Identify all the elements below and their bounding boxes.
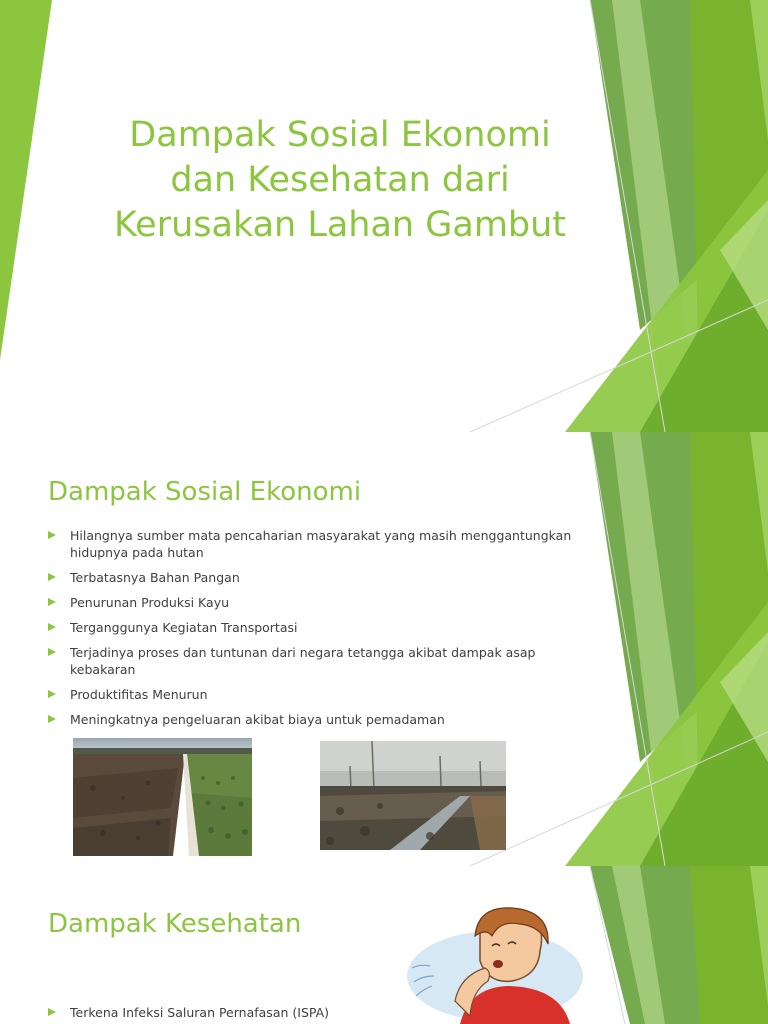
triangle-right-icon: [48, 573, 56, 581]
triangle-right-icon: [48, 623, 56, 631]
bullet-text: Terkena Infeksi Saluran Pernafasan (ISPA): [70, 1005, 330, 1020]
triangle-right-icon: [48, 715, 56, 723]
triangle-right-icon: [48, 531, 56, 539]
bullet-item: [48, 527, 588, 561]
bullet-text: Terjadinya proses dan tuntunan dari negara tetangga akibat dampak asap kebakaran: [70, 645, 536, 677]
bullet-text: Terbatasnya Bahan Pangan: [70, 570, 240, 585]
bullet-text: Produktifitas Menurun: [70, 687, 208, 702]
bullet-item: [48, 711, 588, 728]
triangle-right-icon: [48, 598, 56, 606]
bullet-text: Terganggunya Kegiatan Transportasi: [70, 620, 298, 635]
slide-social-economic: [0, 432, 768, 866]
bullet-item: [48, 1004, 448, 1021]
slide-health: [0, 866, 768, 1024]
bullet-item: [48, 569, 588, 586]
bullet-text: Hilangnya sumber mata pencaharian masyarakat yang masih menggantungkan hidupnya pada hutan: [70, 528, 572, 560]
section-heading: Dampak Sosial Ekonomi: [48, 477, 362, 507]
bullet-list: [48, 527, 588, 736]
bullet-item: [48, 644, 588, 678]
burned-peatland-photo: [320, 741, 506, 850]
plantation-aerial-photo: [73, 738, 252, 856]
section-heading: Dampak Kesehatan: [48, 909, 302, 939]
slide-title-text: Dampak Sosial Ekonomi dan Kesehatan dari Kerusakan Lahan Gambut: [113, 115, 567, 245]
bullet-text: Penurunan Produksi Kayu: [70, 595, 230, 610]
slide-title: [0, 0, 768, 432]
bullet-item: [48, 686, 588, 703]
bullet-text: Meningkatnya pengeluaran akibat biaya untuk pemadaman: [70, 712, 445, 727]
bullet-item: [48, 619, 588, 636]
triangle-right-icon: [48, 690, 56, 698]
triangle-right-icon: [48, 648, 56, 656]
triangle-right-icon: [48, 1008, 56, 1016]
bullet-item: [48, 594, 588, 611]
bullet-list: [48, 1004, 448, 1024]
slide-decoration: [0, 866, 768, 1024]
